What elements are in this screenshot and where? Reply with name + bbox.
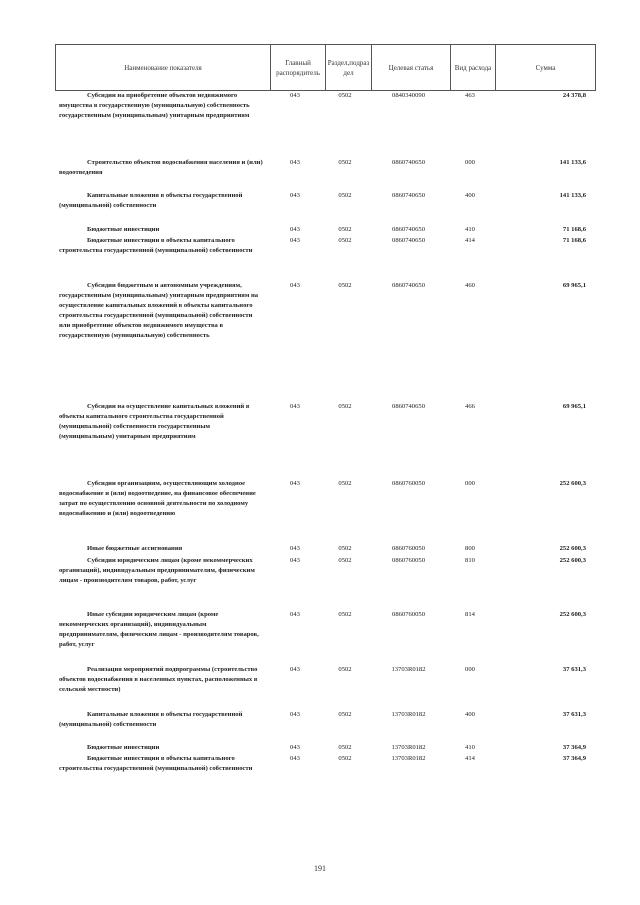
row-manager: 043 bbox=[290, 226, 300, 233]
row-sum: 252 600,3 bbox=[559, 557, 586, 564]
row-name: Капитальные вложения в объекты государственной (муниципальной) собственности bbox=[59, 192, 243, 209]
row-section: 0502 bbox=[338, 282, 352, 289]
row-sum: 69 965,1 bbox=[562, 403, 586, 410]
row-sum: 37 631,3 bbox=[562, 711, 586, 718]
row-sum: 37 364,9 bbox=[562, 755, 586, 762]
row-article: 0840340090 bbox=[392, 92, 425, 99]
row-type: 466 bbox=[465, 403, 475, 410]
row-section: 0502 bbox=[338, 237, 352, 244]
row-manager: 043 bbox=[290, 192, 300, 199]
header-sum: Сумма bbox=[535, 63, 556, 72]
row-type: 400 bbox=[465, 192, 475, 199]
row-article: 0860740650 bbox=[392, 159, 425, 166]
row-manager: 043 bbox=[290, 755, 300, 762]
row-manager: 043 bbox=[290, 159, 300, 166]
row-manager: 043 bbox=[290, 744, 300, 751]
row-type: 810 bbox=[465, 557, 475, 564]
row-manager: 043 bbox=[290, 282, 300, 289]
row-name: Субсидии бюджетным и автономным учреждениям, государственным (муниципальным) унитарным предприятиям на осуществление капитальных вложений в объекты капитального строительства государственной (муниципальной) собственности или приобретение объектов недвижимого имущества в государственную (муниципальную) собственность bbox=[59, 282, 259, 339]
row-section: 0502 bbox=[338, 557, 352, 564]
header-type: Вид расхода bbox=[451, 45, 496, 90]
row-name: Иные бюджетные ассигнования bbox=[87, 545, 183, 552]
row-type: 400 bbox=[465, 711, 475, 718]
row-section: 0502 bbox=[338, 192, 352, 199]
row-type: 000 bbox=[465, 666, 475, 673]
row-sum: 252 600,3 bbox=[559, 545, 586, 552]
row-name: Субсидии на приобретение объектов недвижимого имущества в государственную (муниципальную) собственность государственным (муниципальным) унитарным предприятиям bbox=[59, 92, 250, 119]
row-article: 0860740650 bbox=[392, 226, 425, 233]
row-article: 13703R0182 bbox=[391, 711, 426, 718]
row-name: Субсидии юридическим лицам (кроме некоммерческих организаций), индивидуальным предпринимателям, физическим лицам - производителям товаров, работ, услуг bbox=[59, 557, 255, 584]
row-section: 0502 bbox=[338, 711, 352, 718]
row-article: 13703R0182 bbox=[391, 744, 426, 751]
row-section: 0502 bbox=[338, 755, 352, 762]
row-name: Субсидии организациям, осуществляющим холодное водоснабжение и (или) водоотведение, на финансовое обеспечение затрат по осуществлению основной деятельности по холодному водоснабжению и (или) водоотведению bbox=[59, 480, 256, 517]
row-sum: 24 378,8 bbox=[562, 92, 586, 99]
row-type: 410 bbox=[465, 744, 475, 751]
row-section: 0502 bbox=[338, 226, 352, 233]
header-name: Наименование показателя bbox=[56, 45, 271, 90]
row-section: 0502 bbox=[338, 666, 352, 673]
row-name: Капитальные вложения в объекты государственной (муниципальной) собственности bbox=[59, 711, 243, 728]
row-name: Иные субсидии юридическим лицам (кроме некоммерческих организаций), индивидуальным предпринимателям, физическим лицам - производителям товаров, работ, услуг bbox=[59, 611, 259, 648]
row-manager: 043 bbox=[290, 666, 300, 673]
row-manager: 043 bbox=[290, 557, 300, 564]
row-article: 0860740650 bbox=[392, 237, 425, 244]
row-article: 0860760050 bbox=[392, 480, 425, 487]
row-article: 13703R0182 bbox=[391, 666, 426, 673]
row-section: 0502 bbox=[338, 159, 352, 166]
row-article: 0860740650 bbox=[392, 282, 425, 289]
row-type: 463 bbox=[465, 92, 475, 99]
row-name: Реализация мероприятий подпрограммы (строительство объектов водоснабжения в населенных пунктах, расположенных в сельской местности) bbox=[59, 666, 258, 693]
row-manager: 043 bbox=[290, 92, 300, 99]
row-section: 0502 bbox=[338, 480, 352, 487]
header-section: Раздел,подраз дел bbox=[326, 45, 372, 90]
row-type: 410 bbox=[465, 226, 475, 233]
row-type: 460 bbox=[465, 282, 475, 289]
row-name: Строительство объектов водоснабжения населения и (или) водоотведения bbox=[59, 159, 263, 176]
row-sum: 141 133,6 bbox=[559, 192, 586, 199]
row-type: 800 bbox=[465, 545, 475, 552]
row-sum: 141 133,6 bbox=[559, 159, 586, 166]
table-header bbox=[55, 44, 596, 91]
row-sum: 252 600,3 bbox=[559, 480, 586, 487]
row-type: 814 bbox=[465, 611, 475, 618]
row-manager: 043 bbox=[290, 480, 300, 487]
row-manager: 043 bbox=[290, 611, 300, 618]
row-manager: 043 bbox=[290, 403, 300, 410]
row-name: Бюджетные инвестиции bbox=[87, 744, 160, 751]
row-manager: 043 bbox=[290, 711, 300, 718]
row-sum: 71 168,6 bbox=[562, 237, 586, 244]
row-sum: 69 965,1 bbox=[562, 282, 586, 289]
row-manager: 043 bbox=[290, 237, 300, 244]
row-name: Бюджетные инвестиции в объекты капитального строительства государственной (муниципальной) собственности bbox=[59, 237, 253, 254]
row-sum: 37 631,3 bbox=[562, 666, 586, 673]
row-article: 0860760050 bbox=[392, 545, 425, 552]
row-sum: 71 168,6 bbox=[562, 226, 586, 233]
header-article: Целевая статья bbox=[372, 45, 451, 90]
row-section: 0502 bbox=[338, 744, 352, 751]
row-sum: 252 600,3 bbox=[559, 611, 586, 618]
row-type: 000 bbox=[465, 159, 475, 166]
row-type: 414 bbox=[465, 237, 475, 244]
header-manager: Главный распорядитель bbox=[271, 45, 326, 90]
row-article: 0860740650 bbox=[392, 403, 425, 410]
row-article: 0860760050 bbox=[392, 557, 425, 564]
row-name: Бюджетные инвестиции в объекты капитального строительства государственной (муниципальной) собственности bbox=[59, 755, 253, 772]
row-section: 0502 bbox=[338, 611, 352, 618]
row-name: Субсидии на осуществление капитальных вложений в объекты капитального строительства государственной (муниципальной) собственности государственным (муниципальным) унитарным предприятиям bbox=[59, 403, 250, 440]
row-manager: 043 bbox=[290, 545, 300, 552]
row-section: 0502 bbox=[338, 403, 352, 410]
row-article: 0860740650 bbox=[392, 192, 425, 199]
row-name: Бюджетные инвестиции bbox=[87, 226, 160, 233]
row-sum: 37 364,9 bbox=[562, 744, 586, 751]
row-type: 000 bbox=[465, 480, 475, 487]
page-number: 191 bbox=[314, 864, 326, 873]
row-section: 0502 bbox=[338, 92, 352, 99]
row-article: 13703R0182 bbox=[391, 755, 426, 762]
row-section: 0502 bbox=[338, 545, 352, 552]
row-article: 0860760050 bbox=[392, 611, 425, 618]
row-type: 414 bbox=[465, 755, 475, 762]
